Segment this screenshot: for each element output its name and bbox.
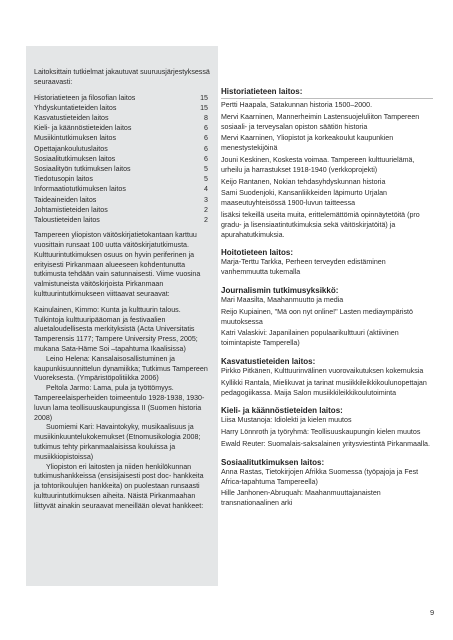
section-item: Mervi Kaarninen, Yliopistot ja korkeakoulut kaupunkien menestystekijöinä: [221, 134, 394, 153]
department-count: 4: [204, 185, 208, 194]
section-heading: Hoitotieteen laitos:: [221, 248, 294, 258]
department-count: 15: [200, 93, 208, 102]
right-column: [221, 86, 433, 516]
section-heading: Historiatieteen laitos:: [221, 86, 433, 99]
table-row: [34, 133, 210, 143]
section-item: Jouni Keskinen, Koskesta voimaa. Tampereen kulttuurielämä, urheilu ja harrastukset 1918-1940 (verkkoprojekti): [221, 155, 415, 174]
section-item: Ewald Reuter: Suomalais-saksalainen yritysviestintä Pirkanmaalla.: [221, 439, 430, 448]
section-item: Kyllikki Rantala, Mielikuvat ja tarinat musiikkileikkikoulunopettajan pedagogiikassa. Maija Salon musiikkileikkikoulutoiminta: [221, 378, 427, 397]
section: [221, 405, 433, 449]
section-item: Mervi Kaarninen, Mannerheimin Lastensuojeluliiton Tampereen sosiaali- ja terveysalan opiston säätiön historia: [221, 112, 420, 131]
left-sidebar-box: [26, 46, 218, 586]
table-row: [34, 215, 210, 225]
section-item: Hille Janhonen-Abruquah: Maahanmuuttajanaisten transnationaalinen arki: [221, 489, 381, 508]
table-row: [34, 93, 210, 103]
section-heading: Journalismin tutkimusyksikkö:: [221, 285, 339, 295]
department-table: [34, 93, 210, 226]
department-name: Sosiaalityön tutkimuksen laitos: [34, 165, 131, 174]
section-item: Keijo Rantanen, Nokian tehdasyhdyskunnan historia: [221, 177, 386, 186]
intro-text: Laitoksittain tutkielmat jakautuvat suuruusjärjestyksessä seuraavasti:: [34, 68, 210, 86]
paragraph-kainulainen: Kainulainen, Kimmo: Kunta ja kulttuurin talous. Tulkintoja kulttuuripääoman ja festivaalien aluetaloudellisesta merkityksistä (Acta Universitatis Tamperensis 1177; Tampere University Press, 2005; mukana Sata-Häme Soi –tapahtuma Ikaalisissa): [34, 305, 198, 353]
department-name: Musiikintutkimuksen laitos: [34, 134, 117, 143]
section: [221, 247, 433, 278]
section-heading: Sosiaalitutkimuksen laitos:: [221, 457, 325, 467]
table-row: [34, 174, 210, 184]
department-name: Informaatiotutkimuksen laitos: [34, 185, 126, 194]
department-name: Kieli- ja käännöstieteiden laitos: [34, 124, 132, 133]
section-item: Katri Valaskivi: Japanilainen populaarikulttuuri (aktiivinen toimintapiste Tamperella): [221, 329, 399, 348]
paragraph-peltola: Peltola Jarmo: Lama, pula ja työttömyys. Tampereelaisperheiden toimeentulo 1928-1938, 1930-luvun lama teollisuuskaupungissa II (Suomen historia 2008): [34, 384, 205, 422]
section-heading: Kasvatustieteiden laitos:: [221, 356, 316, 366]
department-name: Kasvatustieteiden laitos: [34, 114, 109, 122]
section: [221, 285, 433, 349]
paragraph-projects: Yliopiston eri laitosten ja niiden henkilökunnan tutkimushankkeissa (ensisijaisesti post doc- hankkeita ja tohtorikoulujen hankkeita) on puolestaan runsaasti kulttuurintutkimuksen aiheita. Näistä Pirkanmaahan liittyvät ainakin seuraavat meneillään olevat hankkeet:: [34, 462, 204, 510]
department-name: Tiedotusopin laitos: [34, 175, 93, 184]
section: [221, 457, 433, 509]
section-item: Liisa Mustanoja: Idiolekti ja kielen muutos: [221, 416, 352, 425]
table-row: [34, 205, 210, 215]
section-item: Harry Lönnroth ja työryhmä: Teollisuuskaupungin kielen muutos: [221, 428, 421, 437]
department-count: 8: [204, 114, 208, 122]
table-row: [34, 103, 210, 113]
department-name: Yhdyskuntatieteiden laitos: [34, 103, 117, 112]
page-number: 9: [430, 608, 435, 617]
table-row: [34, 164, 210, 174]
section: [221, 356, 433, 398]
department-count: 5: [204, 165, 208, 174]
paragraph-dissertations: Tampereen yliopiston väitöskirjatietokantaan karttuu vuosittain runsaat 100 uutta väitöskirjatutkimusta. Kulttuurintutkimuksen osuus on hyvin periferinen ja erityisesti Pirkanmaan alueeseen kohdentunutta tutkimusta tehdään vain satunnaisesti. Viime vuosina valmistuneista väitöskirjoista Pirkanmaan kulttuurintutkimukseen viittaavat seuraavat:: [34, 231, 201, 299]
section-heading: Kieli- ja käännöstieteiden laitos:: [221, 406, 343, 416]
department-count: 6: [204, 124, 208, 133]
table-row: [34, 123, 210, 133]
department-count: 2: [204, 205, 208, 214]
paragraph-leino: Leino Helena: Kansalaisosallistuminen ja kaupunkisuunnittelun dynamiikka; Tutkimus Tampereen Vuoreksesta. (Ympäristöpolitiikka 2006): [34, 354, 208, 383]
section-item: Pertti Haapala, Satakunnan historia 1500–2000.: [221, 101, 373, 109]
department-count: 15: [200, 103, 208, 112]
department-name: Taloustieteiden laitos: [34, 216, 100, 225]
department-name: Opettajankoulutuslaitos: [34, 144, 108, 153]
section-item: Sami Suodenjoki, Kansanliikkeiden läpimurto Urjalan maaseutuyhteisössä 1900-luvun taitteessa: [221, 189, 388, 208]
department-count: 2: [204, 216, 208, 225]
department-count: 6: [204, 144, 208, 153]
table-row: [34, 144, 210, 154]
section-item: Anna Rastas, Tietokirjojen Afrikka Suomessa (työpajoja ja Fest Africa-tapahtuma Tampereella): [221, 467, 419, 486]
department-count: 3: [204, 195, 208, 204]
section-item: Marja-Terttu Tarkka, Perheen terveyden edistäminen vanhemmuutta tukemalla: [221, 258, 386, 277]
department-name: Sosiaalitutkimuksen laitos: [34, 154, 116, 163]
department-count: 5: [204, 175, 208, 184]
table-row: [34, 195, 210, 205]
department-name: Taideaineiden laitos: [34, 195, 97, 204]
department-name: Historiatieteen ja filosofian laitos: [34, 93, 136, 102]
department-name: Johtamistieteiden laitos: [34, 205, 108, 214]
department-count: 6: [204, 134, 208, 143]
section: [221, 86, 433, 240]
section-item: Mari Maasilta, Maahanmuutto ja media: [221, 295, 344, 304]
table-row: [34, 113, 210, 123]
top-margin: [0, 0, 453, 20]
section-item: Reijo Kupiainen, "Mä oon nyt online!" Lasten mediaympäristö muutoksessa: [221, 307, 413, 326]
department-count: 6: [204, 154, 208, 163]
section-item: Pirkko Pitkänen, Kulttuurinvälinen vuorovaikutuksen kokemuksia: [221, 366, 424, 375]
section-item: lisäksi tekeillä useita muita, erittelemättömiä opinnäytetöitä (pro gradu- ja lisensiaatintutkimuksia sekä väitöskirjatöitä) ja apurahatutkimuksia.: [221, 210, 420, 239]
table-row: [34, 184, 210, 194]
paragraph-suomiemi: Suomiemi Kari: Havaintokyky, musikaalisuus ja musiikinkuuntelukokemukset (Etnomusikologia 2008; tutkimus tehty pirkanmaalaisissa kouluissa ja musiikkiopistoissa): [34, 423, 201, 461]
table-row: [34, 154, 210, 164]
